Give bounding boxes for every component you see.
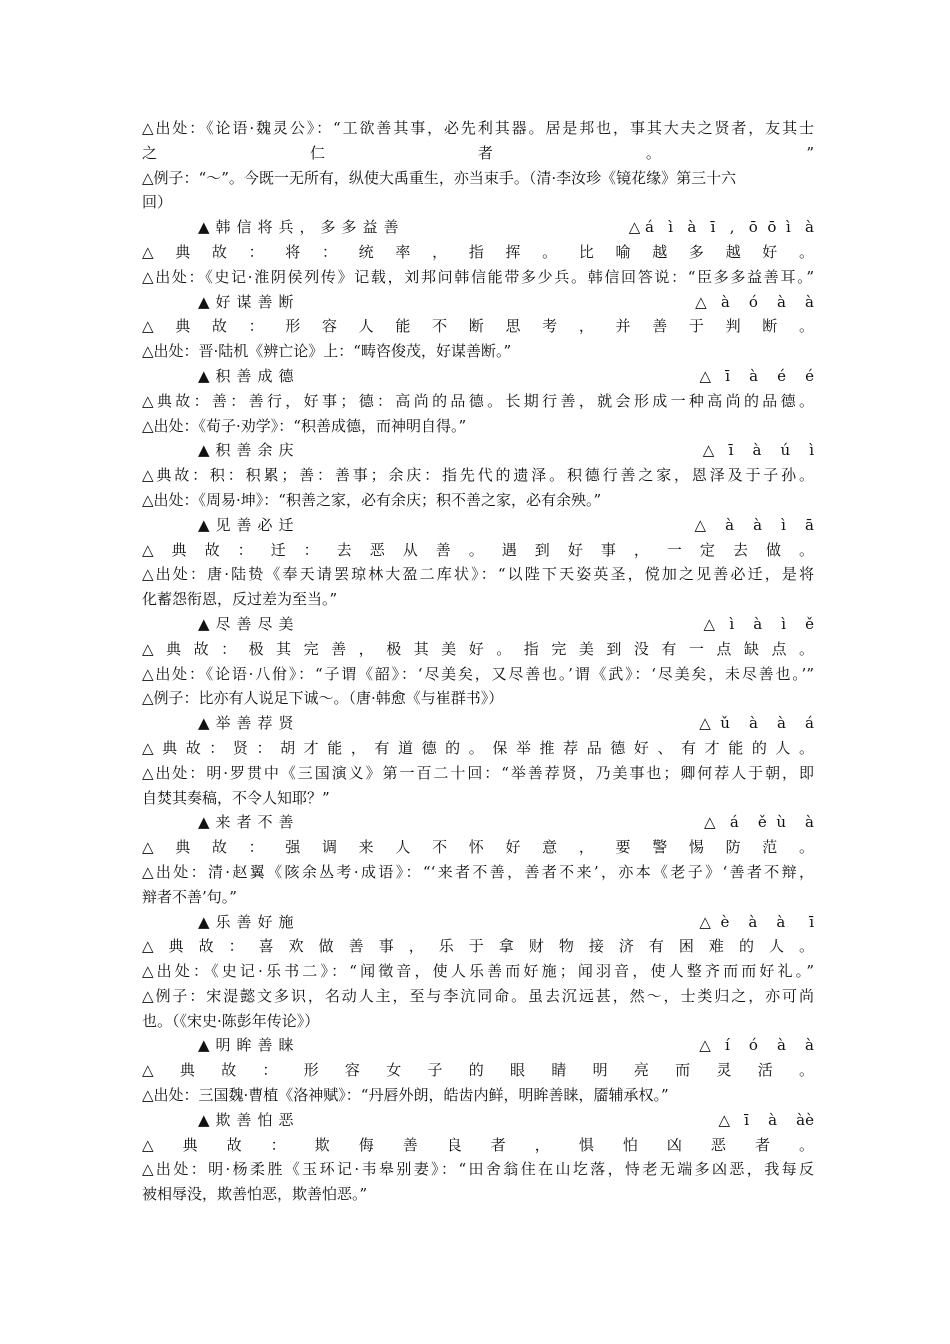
idiom-pinyin: △ ǔ à à á — [699, 714, 814, 733]
idiom-pinyin: △ à à ì ā — [694, 515, 814, 534]
text-line: 回） — [142, 193, 173, 212]
idiom-name: ▲见善必迁 — [198, 515, 300, 534]
idiom-pinyin: △ è à à ī — [699, 912, 814, 931]
idiom-heading — [142, 1033, 814, 1058]
idiom-heading — [142, 1108, 814, 1133]
idiom-heading — [142, 513, 814, 538]
idiom-name: ▲积善余庆 — [198, 441, 300, 460]
text-line: 化蓄怨衔恩，反过差为至当。” — [142, 590, 338, 609]
idiom-pinyin: △ ī à àè — [718, 1110, 814, 1129]
text-line: 被相辱没，欺善怕恶，欺善怕恶。” — [142, 1185, 368, 1204]
idiom-name: ▲积善成德 — [198, 366, 300, 385]
text-line: △例子：宋湜懿文多识，名动人主，至与李沆同命。虽去沉远甚，然～，士类归之，亦可尚 — [142, 986, 814, 1005]
idiom-name: ▲欺善怕恶 — [198, 1110, 300, 1129]
idiom-heading — [142, 364, 814, 389]
idiom-pinyin: △ ì à ì ě — [703, 614, 814, 633]
text-line: △例子：比亦有人说足下诚～。（唐·韩愈《与崔群书》） — [142, 689, 504, 708]
text-line: △ 典 故 ： 形 容 人 能 不 断 思 考 ， 并 善 于 判 断 。 — [142, 317, 814, 336]
idiom-heading — [142, 290, 814, 315]
text-line: △ 典 故 ： 欺 侮 善 良 者 ， 惧 怕 凶 恶 者 。 — [142, 1135, 814, 1154]
idiom-pinyin: △ á ì à ī , ō ō ì à — [628, 218, 814, 237]
text-line: △出处：《周易·坤》：“积善之家，必有余庆；积不善之家，必有余殃。” — [142, 490, 602, 509]
text-line: △出处：《史记·淮阴侯列传》记载，刘邦问韩信能带多少兵。韩信回答说：“臣多多益善耳。” — [142, 267, 814, 286]
idiom-heading — [142, 215, 814, 240]
text-line: △ 典 故 ： 喜 欢 做 善 事 ， 乐 于 拿 财 物 接 济 有 困 难 的 人 。 — [142, 937, 814, 956]
idiom-name: ▲来者不善 — [198, 813, 300, 832]
idiom-name: ▲乐善好施 — [198, 912, 300, 931]
text-line: △出处：《荀子·劝学》：“积善成德，而神明自得。” — [142, 416, 467, 435]
text-line: △典故：积：积累；善：善事；余庆：指先代的遗泽。积德行善之家，恩泽及于子孙。 — [142, 466, 814, 485]
text-line: △ 典 故 ： 极 其 完 善 ， 极 其 美 好 。 指 完 美 到 没 有 一 点 缺 点 。 — [142, 639, 814, 658]
text-line: △典故：善：善行，好事；德：高尚的品德。长期行善，就会形成一种高尚的品德。 — [142, 391, 814, 410]
document-page — [142, 116, 814, 1207]
text-line: △ 典 故 ： 将 ： 统 率 ， 指 挥 。 比 喻 越 多 越 好 。 — [142, 242, 814, 261]
text-line: △ 典 故 ： 强 调 来 人 不 怀 好 意 ， 要 警 惕 防 范 。 — [142, 838, 814, 857]
text-line: △出处：明·罗贯中《三国演义》第一百二十回：“举善荐贤，乃美事也；卿何荐人于朝，即 — [142, 763, 814, 782]
idiom-name: ▲举善荐贤 — [198, 714, 300, 733]
text-line: 之 仁 者 。 ” — [142, 143, 814, 162]
text-line: △出处：清·赵翼《陔余丛考·成语》：“‘来者不善，善者不来’，亦本《老子》‘善者不辩， — [142, 862, 814, 881]
idiom-heading — [142, 810, 814, 835]
text-line: △出处：《论语·魏灵公》：“工欲善其事，必先利其器。居是邦也，事其大夫之贤者，友其士 — [142, 119, 814, 137]
idiom-pinyin: △ à ó à à — [695, 292, 814, 311]
text-line: △出处：《史记·乐书二》：“闻徵音，使人乐善而好施；闻羽音，使人整齐而而好礼。” — [142, 962, 814, 981]
idiom-heading — [142, 910, 814, 935]
text-line: △出处：明·杨柔胜《玉环记·韦皋别妻》：“田舍翁住在山圪落，恃老无端多凶恶，我每反 — [142, 1160, 814, 1179]
idiom-pinyin: △ á ě ù à — [704, 813, 814, 832]
idiom-name: ▲韩信将兵，多多益善 — [198, 218, 405, 237]
text-line: △例子：“～”。今既一无所有，纵使大禹重生，亦当束手。（清·李汝珍《镜花缘》第三十六 — [142, 168, 737, 187]
idiom-name: ▲好谋善断 — [198, 292, 300, 311]
text-line: △出处：三国魏·曹植《洛神赋》：“丹唇外朗，皓齿内鲜，明眸善睐，靥辅承权。” — [142, 1086, 669, 1105]
text-line: △ 典 故 ： 贤 ： 胡 才 能 ， 有 道 德 的 。 保 举 推 荐 品 德 好 、 有 才 能 的 人 。 — [142, 738, 814, 757]
idiom-name: ▲尽善尽美 — [198, 614, 300, 633]
text-line: △出处：《论语·八佾》：“子谓《韶》：‘尽美矣，又尽善也。’谓《武》：‘尽美矣，未尽善也。’” — [142, 664, 814, 683]
text-line: △出处：晋·陆机《辨亡论》上：“畴咨俊茂，好谋善断。” — [142, 342, 512, 361]
text-line: 自焚其奏稿，不令人知耶？” — [142, 788, 330, 807]
text-line: △ 典 故 ： 形 容 女 子 的 眼 睛 明 亮 而 灵 活 。 — [142, 1061, 814, 1080]
text-line: 也。（《宋史·陈彭年传论》） — [142, 1011, 320, 1030]
text-line: 辩者不善’句。” — [142, 887, 237, 906]
text-line: △ 典 故 ： 迁 ： 去 恶 从 善 。 遇 到 好 事 ， 一 定 去 做 。 — [142, 540, 814, 559]
idiom-pinyin: △ í ó à à — [699, 1036, 814, 1055]
idiom-heading — [142, 711, 814, 736]
idiom-pinyin: △ ī à ú ì — [702, 441, 814, 460]
idiom-heading — [142, 612, 814, 637]
idiom-heading — [142, 438, 814, 463]
idiom-name: ▲明眸善睐 — [198, 1036, 300, 1055]
text-line: △出处：唐·陆贽《奉天请罢琼林大盈二库状》：“以陛下天姿英圣，傥加之见善必迁，是将 — [142, 565, 814, 584]
idiom-pinyin: △ ī à é é — [699, 366, 814, 385]
